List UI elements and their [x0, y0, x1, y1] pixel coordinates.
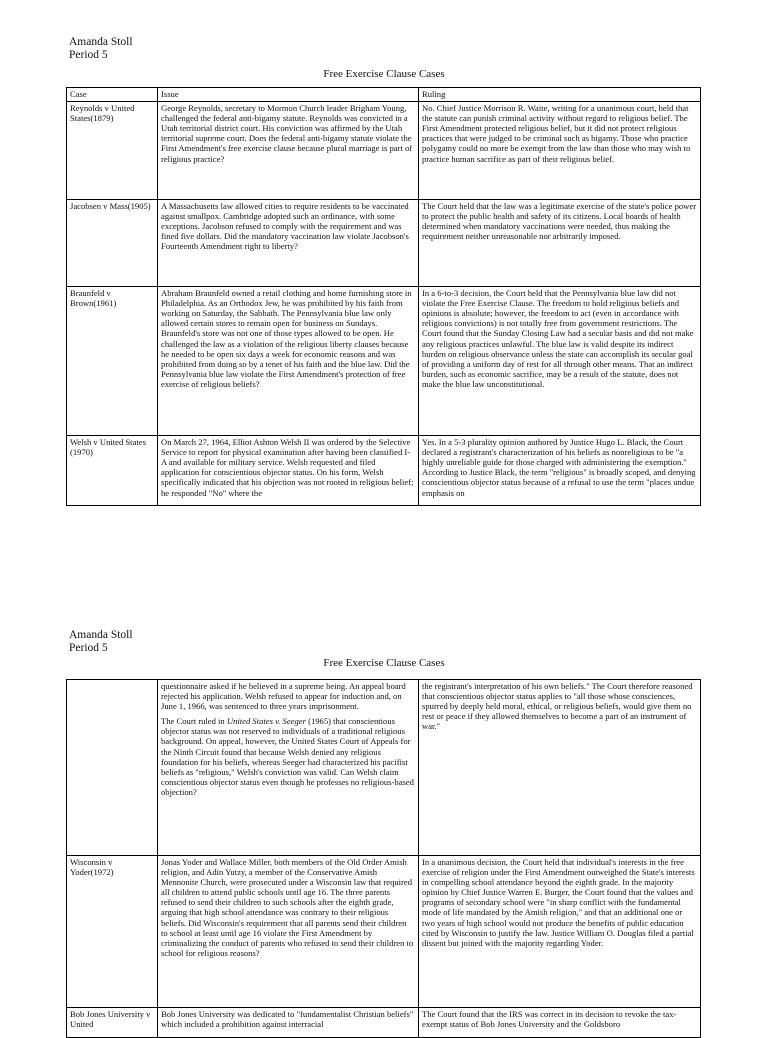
- author-name: Amanda Stoll: [69, 36, 133, 48]
- case-ruling: the registrant's interpretation of his own beliefs." The Court therefore reasoned that conscientious objector status applies to "all those whose consciences, spurred by deeply held moral, ethical, or religious beliefs, would give them no rest or peace if they allowed themselves to become a part of an instrument of war.": [419, 680, 701, 856]
- period-label: Period 5: [69, 642, 108, 654]
- column-header-ruling: Ruling: [419, 88, 701, 102]
- author-name: Amanda Stoll: [69, 629, 133, 641]
- table-row: [67, 1008, 701, 1038]
- case-name: [67, 680, 158, 856]
- case-ruling: In a 6-to-3 decision, the Court held that the Pennsylvania blue law did not violate the Free Exercise Clause. The freedom to hold religious beliefs and opinions is absolute; however, the freedom to act (even in accordance with religious convictions) is not totally free from government restrictions. The Court found that the Sunday Closing Law had a secular basis and did not make any religious practices unlawful. The blue law is valid despite its indirect burden on religious observance unless the state can accomplish its secular goal of providing a uniform day of rest for all through other means. That an indirect burden, such as economic sacrifice, may be a result of the statute, does not make the blue law unconstitutional.: [419, 287, 701, 436]
- case-issue: [158, 1008, 419, 1038]
- case-ruling-text: Yes. In a 5-3 plurality opinion authored by Justice Hugo L. Black, the Court declared a registrant's characterization of his beliefs as nonreligious to be "a highly unreliable guide for those charged with administering the exemption." According to Justice Black, the term "religious" is broadly scoped, and denying conscientious objector status because of a refusal to use the term "places undue emphasis on: [422, 437, 696, 498]
- cases-table-continued: [66, 679, 701, 1038]
- case-issue: [158, 680, 419, 856]
- table-row: [67, 856, 701, 1008]
- case-ruling: In a unanimous decision, the Court held that individual's interests in the free exercise of religion under the First Amendment outweighed the State's interests in compelling school attendance beyond the eighth grade. In the majority opinion by Chief Justice Warren E. Burger, the Court found that the values and programs of secondary school were "in sharp conflict with the fundamental mode of life mandated by the Amish religion," and that an additional one or two years of high school would not produce the benefits of public education cited by Wisconsin to justify the law. Justice William O. Douglas filed a partial dissent but joined with the majority regarding Yoder.: [419, 856, 701, 1008]
- column-header-case: Case: [67, 88, 158, 102]
- case-ruling: [419, 1008, 701, 1038]
- case-ruling: No. Chief Justice Morrison R. Waite, writing for a unanimous court, held that the statute can punish criminal activity without regard to religious belief. The First Amendment protected religious belief, but it did not protect religious practices that were judged to be criminal such as bigamy. Those who practice polygamy could no more be exempt from the law than those who may wish to practice human sacrifice as part of their religious belief.: [419, 102, 701, 200]
- case-name: Reynolds v United States(1879): [67, 102, 158, 200]
- case-name: Wisconsin v Yoder(1972): [67, 856, 158, 1008]
- case-issue-text: Bob Jones University was dedicated to "fundamentalist Christian beliefs" which included a prohibition against interracial: [161, 1009, 414, 1030]
- period-label: Period 5: [69, 49, 108, 61]
- case-name: [67, 1008, 158, 1038]
- document-title: Free Exercise Clause Cases: [323, 657, 445, 669]
- case-name: Jacobsen v Mass(1905): [67, 200, 158, 287]
- case-issue: Jonas Yoder and Wallace Miller, both members of the Old Order Amish religion, and Adin Yutzy, a member of the Conservative Amish Mennonite Church, were prosecuted under a Wisconsin law that required all children to attend public schools until age 16. The three parents refused to send their children to such schools after the eighth grade, arguing that high school attendance was contrary to their religious beliefs. Did Wisconsin's requirement that all parents send their children to school at least until age 16 violate the First Amendment by criminalizing the conduct of parents who refused to send their children to school for religious reasons?: [158, 856, 419, 1008]
- issue-text: The Court ruled in: [161, 716, 227, 727]
- case-issue-text: On March 27, 1964, Elliot Ashton Welsh II was ordered by the Selective Service to report for physical examination after having been classified I-A and available for military service. Welsh requested and filed application for conscientious objector status. On his form, Welsh specifically indicated that his objection was not rooted in religious belief; he responded "No" where the: [161, 437, 414, 498]
- case-issue: A Massachusetts law allowed cities to require residents to be vaccinated against smallpox. Cambridge adopted such an ordinance, with some exceptions. Jacobson refused to comply with the requirement and was fined five dollars. Did the mandatory vaccination law violate Jacobson's Fourteenth Amendment right to liberty?: [158, 200, 419, 287]
- column-header-issue: Issue: [158, 88, 419, 102]
- case-issue: George Reynolds, secretary to Mormon Church leader Brigham Young, challenged the federal anti-bigamy statute. Reynolds was convicted in a Utah territorial district court. His conviction was affirmed by the Utah territorial supreme court. Does the federal anti-bigamy statute violate the First Amendment's free exercise clause because plural marriage is part of religious practice?: [158, 102, 419, 200]
- case-citation: United States v. Seeger: [226, 716, 306, 727]
- issue-paragraph: questionnaire asked if he believed in a supreme being. An appeal board rejected his application. Welsh refused to appear for induction and, on June 1, 1966, was sentenced to three years imprisonment.: [161, 681, 406, 712]
- issue-text: (1965) that conscientious objector status was not reserved to individuals of a traditional religious background. On appeal, however, the United States Court of Appeals for the Ninth Circuit found that because Welsh denied any religious foundation for his beliefs, whereas Seeger had characterized his pacifist beliefs as "religious," Welsh's conviction was valid. Can Welsh claim conscientious objector status even though he professes no religious-based objection?: [161, 716, 414, 797]
- case-name-text: Welsh v United States (1970): [70, 437, 146, 458]
- document-title: Free Exercise Clause Cases: [323, 68, 445, 80]
- case-issue: Abraham Braunfeld owned a retail clothing and home furnishing store in Philadelphia. As an Orthodox Jew, he was prohibited by his faith from working on Saturday, the Sabbath. The Pennsylvania blue law only allowed certain stores to remain open for business on Sundays. Braunfeld's store was not one of those types allowed to be open. He challenged the law as a violation of the religious liberty clauses because he needed to be open six days a week for economic reasons and was prohibited from doing so by a tenet of his faith and the blue law. Did the Pennsylvania blue law violate the First Amendment's protection of free exercise of religious beliefs?: [158, 287, 419, 436]
- table-row: [67, 680, 701, 856]
- case-ruling-text: The Court found that the IRS was correct in its decision to revoke the tax-exempt status of Bob Jones University and the Goldsboro: [422, 1009, 677, 1030]
- issue-paragraph: [161, 716, 415, 797]
- case-name-text: Bob Jones University v United: [70, 1009, 151, 1030]
- case-ruling: The Court held that the law was a legitimate exercise of the state's police power to protect the public health and safety of its citizens. Local boards of health determined when mandatory vaccinations were needed, thus making the requirement neither unreasonable nor arbitrarily imposed.: [419, 200, 701, 287]
- case-name: Braunfeld v Brown(1961): [67, 287, 158, 436]
